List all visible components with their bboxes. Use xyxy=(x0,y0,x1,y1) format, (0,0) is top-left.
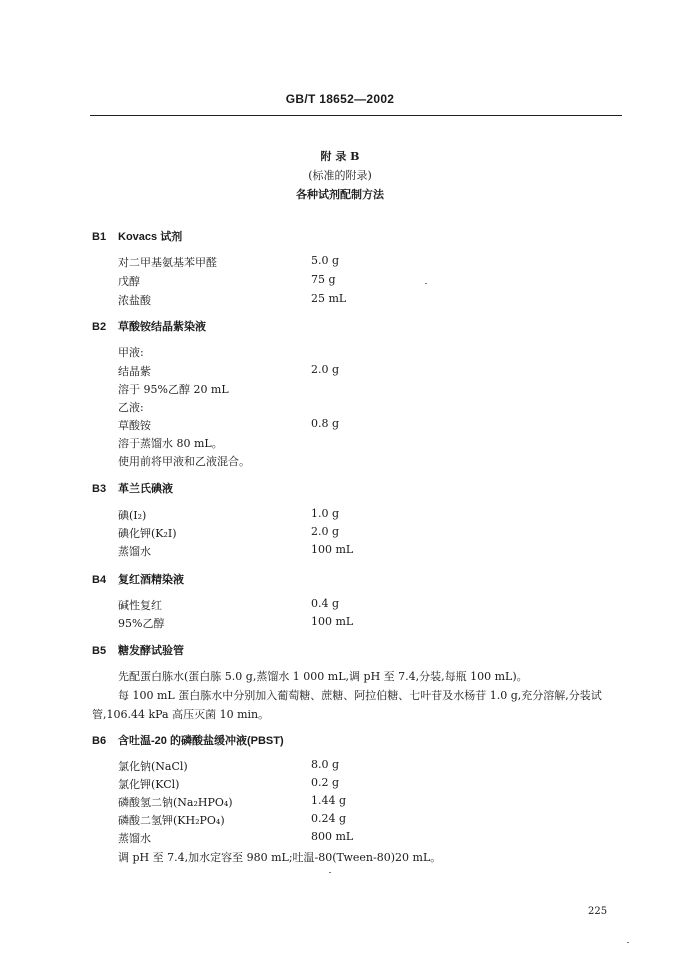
reagent-amount: 0.8 g xyxy=(311,417,340,430)
section-b5-heading xyxy=(92,642,184,658)
scan-speck xyxy=(627,942,629,943)
reagent-amount: 8.0 g xyxy=(311,758,340,771)
reagent-amount: 0.24 g xyxy=(311,812,347,825)
reagent-amount: 800 mL xyxy=(311,830,354,843)
reagent-amount: 100 mL xyxy=(311,543,354,556)
appendix-label: 附 录 B xyxy=(320,150,360,163)
reagent-amount: 0.2 g xyxy=(311,776,340,789)
reagent-name: 碘(I₂) xyxy=(118,509,147,522)
section-b3-heading xyxy=(92,480,173,496)
reagent-note: 溶于蒸馏水 80 mL。 xyxy=(118,437,223,450)
section-b2-heading xyxy=(92,318,206,334)
reagent-name: 浓盐酸 xyxy=(118,294,151,307)
reagent-name: 蒸馏水 xyxy=(118,832,151,845)
section-title: 复红酒精染液 xyxy=(118,574,184,586)
section-number: B4 xyxy=(92,574,107,586)
section-b1-heading xyxy=(92,228,182,244)
reagent-amount: 1.44 g xyxy=(311,794,347,807)
section-number: B2 xyxy=(92,321,107,333)
section-title: 革兰氏碘液 xyxy=(118,483,173,495)
reagent-amount: 2.0 g xyxy=(311,525,340,538)
procedure-text: 每 100 mL 蛋白胨水中分别加入葡萄糖、蔗糖、阿拉伯糖、七叶苷及水杨苷 1.0 g,充分溶解,分装试 xyxy=(118,689,602,702)
section-number: B5 xyxy=(92,645,107,657)
reagent-amount: 25 mL xyxy=(311,292,347,305)
procedure-text: 调 pH 至 7.4,加水定容至 980 mL;吐温-80(Tween-80)20 mL。 xyxy=(118,851,442,864)
section-title: 糖发酵试验管 xyxy=(118,645,184,657)
reagent-name: 氯化钾(KCl) xyxy=(118,778,180,791)
appendix-heading: 各种试剂配制方法 xyxy=(296,188,384,201)
reagent-name: 95%乙醇 xyxy=(118,617,165,630)
reagent-name: 乙液: xyxy=(118,401,144,414)
reagent-name: 对二甲基氨基苯甲醛 xyxy=(118,256,217,269)
section-number: B6 xyxy=(92,735,107,747)
reagent-amount: 5.0 g xyxy=(311,254,340,267)
standard-number: GB/T 18652—2002 xyxy=(285,92,395,106)
reagent-name: 碱性复红 xyxy=(118,599,162,612)
reagent-note: 使用前将甲液和乙液混合。 xyxy=(118,455,250,468)
reagent-name: 戊醇 xyxy=(118,275,140,288)
page-number: 225 xyxy=(588,906,608,917)
reagent-name: 结晶紫 xyxy=(118,365,151,378)
section-title: 含吐温-20 的磷酸盐缓冲液(PBST) xyxy=(118,735,284,747)
appendix-type: (标准的附录) xyxy=(308,169,372,182)
reagent-name: 氯化钠(NaCl) xyxy=(118,760,188,773)
reagent-amount: 0.4 g xyxy=(311,597,340,610)
reagent-amount: 100 mL xyxy=(311,615,354,628)
reagent-note: 溶于 95%乙醇 20 mL xyxy=(118,383,229,396)
section-b4-heading xyxy=(92,571,184,587)
reagent-name: 蒸馏水 xyxy=(118,545,151,558)
procedure-text: 管,106.44 kPa 高压灭菌 10 min。 xyxy=(92,708,270,721)
section-b6-heading xyxy=(92,732,284,748)
reagent-amount: 2.0 g xyxy=(311,363,340,376)
header-rule xyxy=(90,115,622,116)
scan-speck xyxy=(425,283,427,284)
section-title: Kovacs 试剂 xyxy=(118,231,183,243)
section-title: 草酸铵结晶紫染液 xyxy=(118,321,206,333)
reagent-amount: 75 g xyxy=(311,273,336,286)
reagent-name: 草酸铵 xyxy=(118,419,151,432)
reagent-name: 磷酸氢二钠(Na₂HPO₄) xyxy=(118,796,233,809)
section-number: B3 xyxy=(92,483,107,495)
section-number: B1 xyxy=(92,231,107,243)
reagent-name: 甲液: xyxy=(118,346,144,359)
scan-speck xyxy=(329,872,331,873)
procedure-text: 先配蛋白胨水(蛋白胨 5.0 g,蒸馏水 1 000 mL,调 pH 至 7.4,分装,每瓶 100 mL)。 xyxy=(118,670,528,683)
reagent-amount: 1.0 g xyxy=(311,507,340,520)
reagent-name: 磷酸二氢钾(KH₂PO₄) xyxy=(118,814,225,827)
reagent-name: 碘化钾(K₂I) xyxy=(118,527,177,540)
